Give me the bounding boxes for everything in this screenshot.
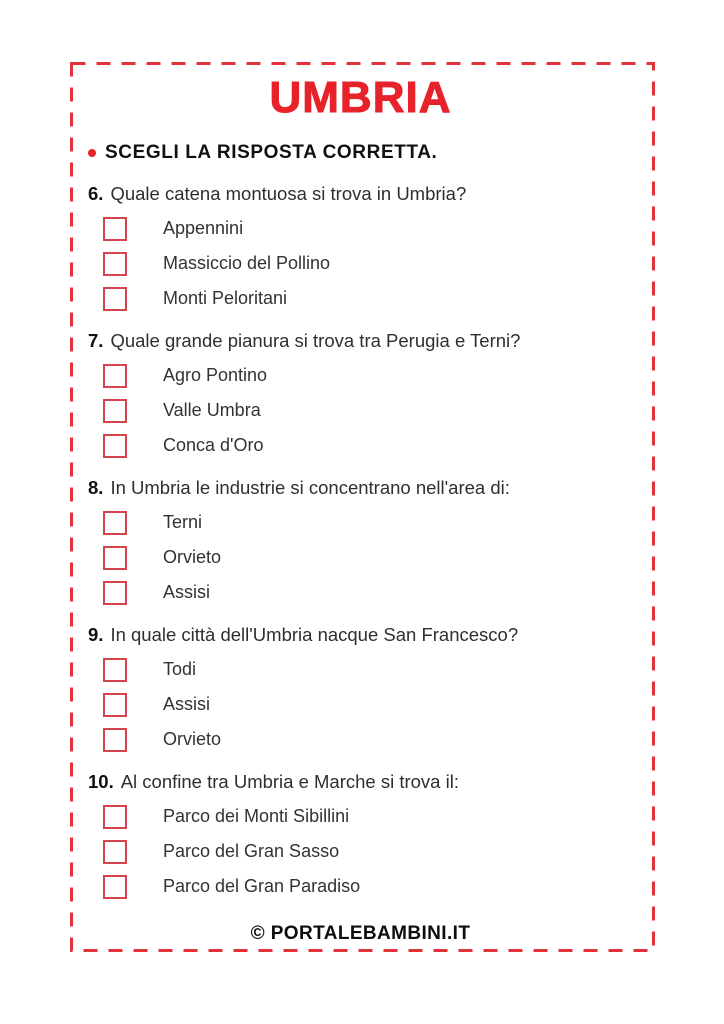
answer-checkbox[interactable] [103, 546, 127, 570]
answer-option [103, 875, 633, 899]
question-line [88, 769, 633, 795]
options-list [88, 805, 633, 899]
question-number: 10. [88, 770, 114, 792]
instruction [88, 142, 633, 164]
answer-label: Parco dei Monti Sibillini [163, 806, 350, 827]
options-list [88, 217, 633, 311]
answer-option [103, 287, 633, 311]
answer-option [103, 434, 633, 458]
answer-checkbox[interactable] [103, 658, 127, 682]
answer-label: Todi [163, 659, 197, 680]
question-block [88, 622, 633, 752]
answer-option [103, 217, 633, 241]
answer-checkbox[interactable] [103, 287, 127, 311]
answer-label: Parco del Gran Sasso [163, 841, 340, 862]
answer-option [103, 581, 633, 605]
footer-credit: © PORTALEBAMBINI.IT [250, 922, 471, 944]
options-list [88, 511, 633, 605]
question-block [88, 181, 633, 311]
question-text: Quale grande pianura si trova tra Perugia e Terni? [110, 329, 521, 351]
answer-checkbox[interactable] [103, 693, 127, 717]
answer-label: Agro Pontino [163, 365, 268, 386]
answer-label: Massiccio del Pollino [163, 253, 331, 274]
answer-checkbox[interactable] [103, 581, 127, 605]
answer-checkbox[interactable] [103, 364, 127, 388]
answer-label: Assisi [163, 694, 211, 715]
answer-label: Terni [163, 512, 203, 533]
question-line [88, 181, 633, 207]
question-line [88, 328, 633, 354]
answer-label: Assisi [163, 582, 211, 603]
answer-checkbox[interactable] [103, 875, 127, 899]
answer-label: Orvieto [163, 729, 222, 750]
answer-checkbox[interactable] [103, 728, 127, 752]
answer-checkbox[interactable] [103, 840, 127, 864]
answer-label: Valle Umbra [163, 400, 261, 421]
answer-checkbox[interactable] [103, 217, 127, 241]
answer-checkbox[interactable] [103, 805, 127, 829]
answer-option [103, 805, 633, 829]
worksheet-content [70, 62, 655, 952]
question-number: 9. [88, 623, 104, 645]
question-text: Al confine tra Umbria e Marche si trova il: [120, 770, 459, 792]
answer-label: Conca d'Oro [163, 435, 264, 456]
question-block [88, 328, 633, 458]
question-number: 6. [88, 182, 104, 204]
question-block [88, 769, 633, 899]
answer-checkbox[interactable] [103, 252, 127, 276]
question-number: 7. [88, 329, 104, 351]
question-text: Quale catena montuosa si trova in Umbria? [110, 182, 467, 204]
question-line [88, 475, 633, 501]
bullet-icon [88, 149, 96, 157]
question-number: 8. [88, 476, 104, 498]
instruction-text: SCEGLI LA RISPOSTA CORRETTA. [105, 141, 438, 163]
answer-checkbox[interactable] [103, 434, 127, 458]
answer-option [103, 511, 633, 535]
answer-label: Parco del Gran Paradiso [163, 876, 361, 897]
answer-checkbox[interactable] [103, 511, 127, 535]
answer-option [103, 399, 633, 423]
answer-option [103, 693, 633, 717]
answer-option [103, 546, 633, 570]
answer-option [103, 252, 633, 276]
answer-checkbox[interactable] [103, 399, 127, 423]
question-block [88, 475, 633, 605]
question-list [88, 181, 633, 899]
answer-option [103, 658, 633, 682]
options-list [88, 658, 633, 752]
worksheet-page [70, 62, 655, 952]
answer-label: Monti Peloritani [163, 288, 288, 309]
answer-label: Appennini [163, 218, 244, 239]
page-title: UMBRIA [269, 73, 452, 122]
question-line [88, 622, 633, 648]
question-text: In Umbria le industrie si concentrano nell'area di: [110, 476, 510, 498]
answer-option [103, 364, 633, 388]
answer-option [103, 728, 633, 752]
answer-option [103, 840, 633, 864]
question-text: In quale città dell'Umbria nacque San Francesco? [110, 623, 519, 645]
options-list [88, 364, 633, 458]
answer-label: Orvieto [163, 547, 222, 568]
